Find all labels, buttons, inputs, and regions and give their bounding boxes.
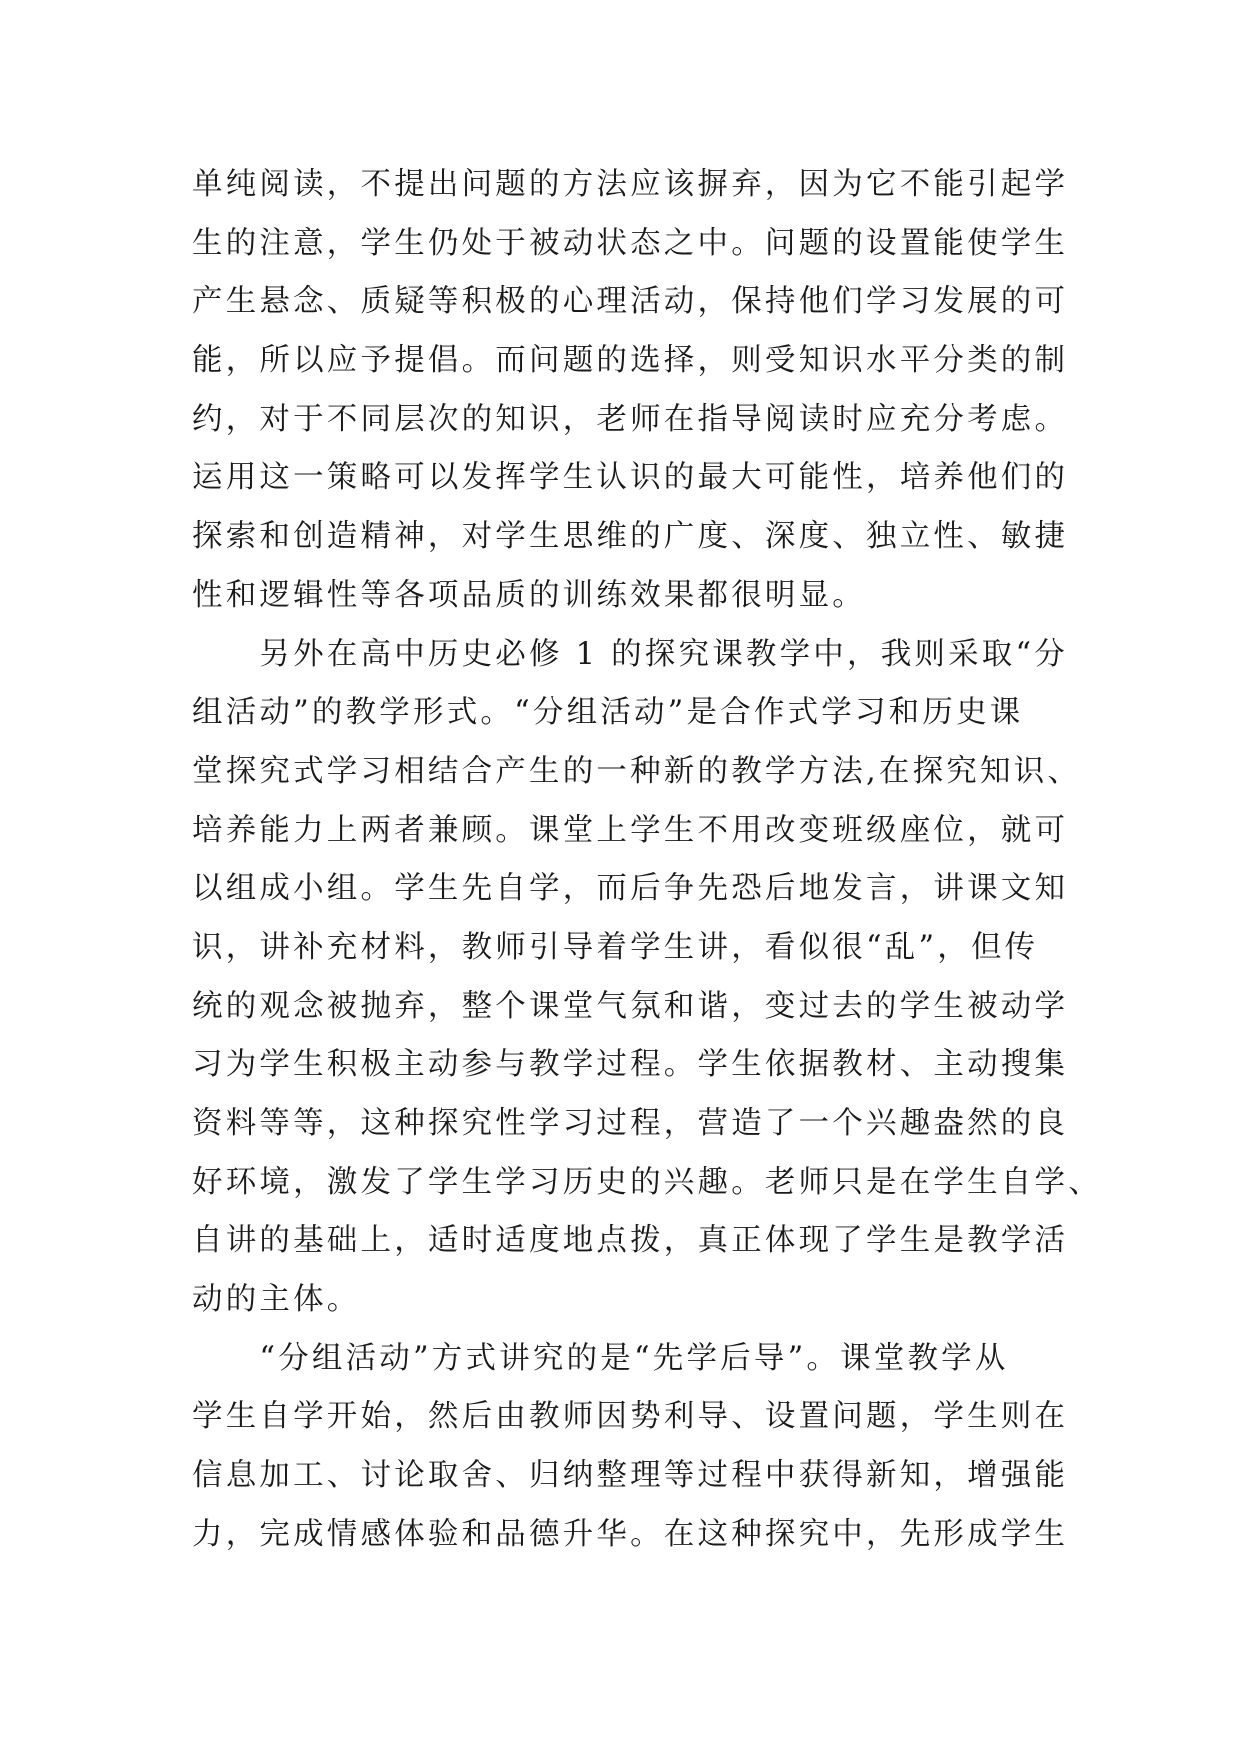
- text-line: 学生自学开始，然后由教师因势利导、设置问题，学生则在: [192, 1399, 1069, 1435]
- text-line: 生的注意，学生仍处于被动状态之中。问题的设置能使学生: [192, 225, 1069, 261]
- text-line: 习为学生积极主动参与教学过程。学生依据教材、主动搜集: [192, 1047, 1069, 1083]
- text-line: 自讲的基础上，适时适度地点拨，真正体现了学生是教学活: [192, 1223, 1069, 1259]
- text-line: 组活动”的教学形式。“分组活动”是合作式学习和历史课: [192, 695, 1024, 731]
- text-line: 信息加工、讨论取舍、归纳整理等过程中获得新知，增强能: [192, 1458, 1069, 1494]
- text-line: 力，完成情感体验和品德升华。在这种探究中，先形成学生: [192, 1516, 1069, 1552]
- text-line: 堂探究式学习相结合产生的一种新的教学方法,在探究知识、: [192, 753, 1082, 789]
- text-line: 另外在高中历史必修 1 的探究课教学中，我则采取“分: [192, 636, 1068, 672]
- text-line: 识，讲补充材料，教师引导着学生讲，看似很“乱”，但传: [192, 929, 1039, 965]
- text-line: 单纯阅读，不提出问题的方法应该摒弃，因为它不能引起学: [192, 167, 1069, 202]
- text-line: 以组成小组。学生先自学，而后争先恐后地发言，讲课文知: [192, 871, 1069, 907]
- text-line: 能，所以应予提倡。而问题的选择，则受知识水平分类的制: [192, 343, 1069, 379]
- text-line: 运用这一策略可以发挥学生认识的最大可能性，培养他们的: [192, 460, 1069, 496]
- text-line: 统的观念被抛弃，整个课堂气氛和谐，变过去的学生被动学: [192, 988, 1069, 1024]
- text-line: 好环境，激发了学生学习历史的兴趣。老师只是在学生自学、: [192, 1164, 1102, 1200]
- text-line: 资料等等，这种探究性学习过程，营造了一个兴趣盎然的良: [192, 1106, 1069, 1141]
- text-line: 约，对于不同层次的知识，老师在指导阅读时应充分考虑。: [192, 401, 1069, 437]
- text-line: 性和逻辑性等各项品质的训练效果都很明显。: [192, 577, 866, 613]
- text-line: 培养能力上两者兼顾。课堂上学生不用改变班级座位，就可: [192, 812, 1069, 848]
- body-text: [192, 156, 1102, 1565]
- text-line: 产生悬念、质疑等积极的心理活动，保持他们学习发展的可: [192, 284, 1069, 320]
- text-line: “分组活动”方式讲究的是“先学后导”。课堂教学从: [192, 1340, 1009, 1376]
- text-line: 动的主体。: [192, 1282, 361, 1318]
- text-line: 探索和创造精神，对学生思维的广度、深度、独立性、敏捷: [192, 519, 1069, 555]
